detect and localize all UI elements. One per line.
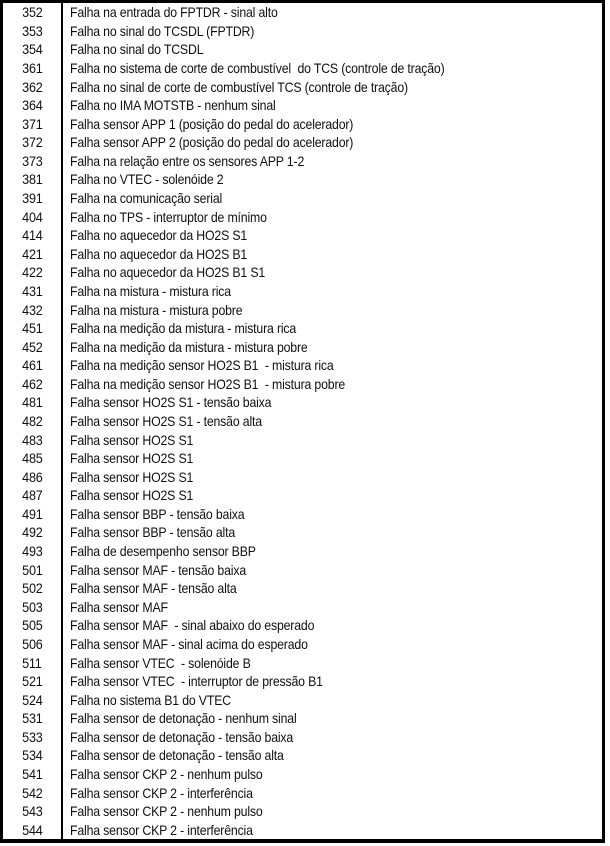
desc-cell bbox=[63, 319, 602, 338]
code-value: 506 bbox=[21, 635, 43, 652]
code-cell bbox=[3, 59, 63, 78]
table-row bbox=[3, 635, 602, 654]
code-cell bbox=[3, 467, 63, 486]
code-cell bbox=[3, 170, 63, 189]
code-cell bbox=[3, 542, 63, 561]
code-cell bbox=[3, 486, 63, 505]
desc-cell bbox=[63, 765, 602, 784]
code-value: 502 bbox=[21, 580, 43, 597]
code-cell bbox=[3, 77, 63, 96]
table-row bbox=[3, 523, 602, 542]
code-value: 487 bbox=[21, 487, 43, 504]
code-value: 353 bbox=[21, 22, 43, 39]
code-value: 542 bbox=[21, 784, 43, 801]
table-row bbox=[3, 393, 602, 412]
desc-cell bbox=[63, 114, 602, 133]
desc-cell bbox=[63, 59, 602, 78]
description-value: Falha sensor APP 1 (posição do pedal do acelerador) bbox=[70, 115, 354, 132]
table-row bbox=[3, 282, 602, 301]
table-row bbox=[3, 245, 602, 264]
code-value: 421 bbox=[21, 245, 43, 262]
description-value: Falha na medição da mistura - mistura rica bbox=[70, 320, 297, 337]
table-row bbox=[3, 59, 602, 78]
table-row bbox=[3, 319, 602, 338]
code-cell bbox=[3, 765, 63, 784]
code-value: 534 bbox=[21, 747, 43, 764]
table-row bbox=[3, 486, 602, 505]
code-cell bbox=[3, 653, 63, 672]
desc-cell bbox=[63, 635, 602, 654]
code-value: 404 bbox=[21, 208, 43, 225]
code-cell bbox=[3, 690, 63, 709]
table-row bbox=[3, 560, 602, 579]
code-value: 373 bbox=[21, 152, 43, 169]
table-row bbox=[3, 133, 602, 152]
desc-cell bbox=[63, 672, 602, 691]
code-value: 503 bbox=[21, 598, 43, 615]
code-cell bbox=[3, 412, 63, 431]
description-value: Falha sensor HO2S S1 bbox=[70, 487, 194, 504]
description-value: Falha na entrada do FPTDR - sinal alto bbox=[70, 4, 278, 21]
code-value: 352 bbox=[21, 4, 43, 21]
desc-cell bbox=[63, 77, 602, 96]
code-cell bbox=[3, 114, 63, 133]
code-cell bbox=[3, 430, 63, 449]
description-value: Falha sensor HO2S S1 - tensão baixa bbox=[70, 394, 272, 411]
description-value: Falha sensor CKP 2 - nenhum pulso bbox=[70, 765, 263, 782]
desc-cell bbox=[63, 560, 602, 579]
description-value: Falha no sinal do TCSDL (FPTDR) bbox=[70, 22, 255, 39]
code-value: 422 bbox=[21, 264, 43, 281]
table-row bbox=[3, 598, 602, 617]
table-row bbox=[3, 467, 602, 486]
code-value: 483 bbox=[21, 431, 43, 448]
code-value: 371 bbox=[21, 115, 43, 132]
code-cell bbox=[3, 207, 63, 226]
description-value: Falha sensor HO2S S1 bbox=[70, 431, 194, 448]
desc-cell bbox=[63, 542, 602, 561]
description-value: Falha na medição sensor HO2S B1 - mistura rica bbox=[70, 357, 334, 374]
desc-cell bbox=[63, 653, 602, 672]
code-cell bbox=[3, 226, 63, 245]
table-row bbox=[3, 653, 602, 672]
description-value: Falha no sistema de corte de combustível do TCS (controle de tração) bbox=[70, 60, 445, 77]
code-value: 485 bbox=[21, 450, 43, 467]
code-cell bbox=[3, 96, 63, 115]
code-cell bbox=[3, 709, 63, 728]
desc-cell bbox=[63, 449, 602, 468]
code-value: 524 bbox=[21, 691, 43, 708]
code-value: 452 bbox=[21, 338, 43, 355]
description-value: Falha no IMA MOTSTB - nenhum sinal bbox=[70, 97, 276, 114]
description-value: Falha sensor CKP 2 - interferência bbox=[70, 784, 253, 801]
desc-cell bbox=[63, 709, 602, 728]
code-cell bbox=[3, 3, 63, 22]
desc-cell bbox=[63, 523, 602, 542]
table-row bbox=[3, 690, 602, 709]
desc-cell bbox=[63, 22, 602, 41]
description-value: Falha de desempenho sensor BBP bbox=[70, 543, 256, 560]
desc-cell bbox=[63, 393, 602, 412]
table-row bbox=[3, 207, 602, 226]
code-cell bbox=[3, 635, 63, 654]
desc-cell bbox=[63, 690, 602, 709]
code-value: 481 bbox=[21, 394, 43, 411]
table-row bbox=[3, 728, 602, 747]
code-value: 492 bbox=[21, 524, 43, 541]
description-value: Falha sensor MAF - sinal acima do esperado bbox=[70, 635, 308, 652]
code-cell bbox=[3, 282, 63, 301]
code-cell bbox=[3, 616, 63, 635]
code-value: 533 bbox=[21, 728, 43, 745]
description-value: Falha na medição sensor HO2S B1 - mistura pobre bbox=[70, 375, 346, 392]
desc-cell bbox=[63, 300, 602, 319]
code-value: 372 bbox=[21, 134, 43, 151]
table-row bbox=[3, 802, 602, 821]
code-value: 501 bbox=[21, 561, 43, 578]
code-value: 543 bbox=[21, 803, 43, 820]
desc-cell bbox=[63, 152, 602, 171]
table-row bbox=[3, 765, 602, 784]
desc-cell bbox=[63, 467, 602, 486]
table-row bbox=[3, 375, 602, 394]
desc-cell bbox=[63, 40, 602, 59]
description-value: Falha no aquecedor da HO2S B1 S1 bbox=[70, 264, 266, 281]
desc-cell bbox=[63, 133, 602, 152]
code-value: 461 bbox=[21, 357, 43, 374]
code-cell bbox=[3, 598, 63, 617]
code-value: 521 bbox=[21, 673, 43, 690]
code-cell bbox=[3, 22, 63, 41]
code-cell bbox=[3, 245, 63, 264]
fault-code-table-body bbox=[3, 3, 602, 839]
code-cell bbox=[3, 133, 63, 152]
description-value: Falha sensor VTEC - solenóide B bbox=[70, 654, 251, 671]
table-row bbox=[3, 226, 602, 245]
table-row bbox=[3, 114, 602, 133]
table-row bbox=[3, 820, 602, 839]
table-row bbox=[3, 3, 602, 22]
desc-cell bbox=[63, 356, 602, 375]
desc-cell bbox=[63, 207, 602, 226]
description-value: Falha na mistura - mistura pobre bbox=[70, 301, 243, 318]
desc-cell bbox=[63, 189, 602, 208]
code-value: 431 bbox=[21, 282, 43, 299]
desc-cell bbox=[63, 802, 602, 821]
table-row bbox=[3, 337, 602, 356]
code-cell bbox=[3, 560, 63, 579]
code-value: 511 bbox=[22, 654, 42, 671]
table-row bbox=[3, 77, 602, 96]
desc-cell bbox=[63, 486, 602, 505]
code-value: 381 bbox=[21, 171, 43, 188]
description-value: Falha no TPS - interruptor de mínimo bbox=[70, 208, 267, 225]
desc-cell bbox=[63, 616, 602, 635]
desc-cell bbox=[63, 783, 602, 802]
description-value: Falha no aquecedor da HO2S B1 bbox=[70, 245, 248, 262]
code-value: 364 bbox=[21, 97, 43, 114]
table-row bbox=[3, 40, 602, 59]
code-cell bbox=[3, 746, 63, 765]
code-cell bbox=[3, 393, 63, 412]
code-cell bbox=[3, 337, 63, 356]
code-cell bbox=[3, 728, 63, 747]
desc-cell bbox=[63, 598, 602, 617]
code-value: 544 bbox=[21, 821, 43, 838]
desc-cell bbox=[63, 375, 602, 394]
code-value: 451 bbox=[21, 320, 43, 337]
desc-cell bbox=[63, 245, 602, 264]
table-row bbox=[3, 170, 602, 189]
table-row bbox=[3, 616, 602, 635]
code-value: 486 bbox=[21, 468, 43, 485]
table-row bbox=[3, 746, 602, 765]
desc-cell bbox=[63, 226, 602, 245]
description-value: Falha sensor MAF - sinal abaixo do esperado bbox=[70, 617, 315, 634]
desc-cell bbox=[63, 96, 602, 115]
code-cell bbox=[3, 783, 63, 802]
code-cell bbox=[3, 263, 63, 282]
code-cell bbox=[3, 356, 63, 375]
desc-cell bbox=[63, 337, 602, 356]
code-cell bbox=[3, 505, 63, 524]
description-value: Falha no aquecedor da HO2S S1 bbox=[70, 227, 248, 244]
description-value: Falha sensor MAF - tensão baixa bbox=[70, 561, 247, 578]
code-cell bbox=[3, 523, 63, 542]
table-row bbox=[3, 449, 602, 468]
table-row bbox=[3, 22, 602, 41]
code-cell bbox=[3, 300, 63, 319]
table-row bbox=[3, 709, 602, 728]
desc-cell bbox=[63, 263, 602, 282]
code-cell bbox=[3, 189, 63, 208]
description-value: Falha sensor VTEC - interruptor de pressão B1 bbox=[70, 673, 323, 690]
description-value: Falha sensor HO2S S1 bbox=[70, 468, 194, 485]
table-row bbox=[3, 412, 602, 431]
table-row bbox=[3, 505, 602, 524]
desc-cell bbox=[63, 579, 602, 598]
description-value: Falha sensor MAF - tensão alta bbox=[70, 580, 237, 597]
table-row bbox=[3, 263, 602, 282]
table-row bbox=[3, 430, 602, 449]
desc-cell bbox=[63, 3, 602, 22]
code-value: 362 bbox=[21, 78, 43, 95]
table-row bbox=[3, 542, 602, 561]
desc-cell bbox=[63, 430, 602, 449]
code-value: 505 bbox=[21, 617, 43, 634]
description-value: Falha sensor CKP 2 - interferência bbox=[70, 821, 253, 838]
table-row bbox=[3, 672, 602, 691]
description-value: Falha sensor APP 2 (posição do pedal do acelerador) bbox=[70, 134, 354, 151]
table-row bbox=[3, 152, 602, 171]
description-value: Falha sensor MAF bbox=[70, 598, 168, 615]
description-value: Falha no sinal do TCSDL bbox=[70, 41, 204, 58]
code-value: 491 bbox=[21, 505, 43, 522]
code-value: 482 bbox=[21, 413, 43, 429]
code-value: 531 bbox=[21, 710, 43, 727]
desc-cell bbox=[63, 282, 602, 301]
code-cell bbox=[3, 672, 63, 691]
desc-cell bbox=[63, 505, 602, 524]
table-row bbox=[3, 579, 602, 598]
table-row bbox=[3, 300, 602, 319]
description-value: Falha na mistura - mistura rica bbox=[70, 282, 231, 299]
description-value: Falha sensor CKP 2 - nenhum pulso bbox=[70, 803, 263, 820]
desc-cell bbox=[63, 170, 602, 189]
desc-cell bbox=[63, 728, 602, 747]
description-value: Falha na relação entre os sensores APP 1-2 bbox=[70, 152, 305, 169]
table-row bbox=[3, 189, 602, 208]
description-value: Falha na comunicação serial bbox=[70, 190, 223, 207]
desc-cell bbox=[63, 412, 602, 431]
table-row bbox=[3, 356, 602, 375]
description-value: Falha sensor HO2S S1 - tensão alta bbox=[70, 413, 262, 429]
table-row bbox=[3, 96, 602, 115]
code-cell bbox=[3, 802, 63, 821]
code-cell bbox=[3, 579, 63, 598]
description-value: Falha no sistema B1 do VTEC bbox=[70, 691, 231, 708]
description-value: Falha sensor de detonação - tensão baixa bbox=[70, 728, 294, 745]
code-value: 493 bbox=[21, 543, 43, 560]
description-value: Falha no VTEC - solenóide 2 bbox=[70, 171, 224, 188]
description-value: Falha sensor HO2S S1 bbox=[70, 450, 194, 467]
desc-cell bbox=[63, 820, 602, 839]
code-cell bbox=[3, 319, 63, 338]
description-value: Falha sensor BBP - tensão baixa bbox=[70, 505, 245, 522]
code-cell bbox=[3, 152, 63, 171]
desc-cell bbox=[63, 746, 602, 765]
description-value: Falha no sinal de corte de combustível TCS (controle de tração) bbox=[70, 78, 408, 95]
description-value: Falha na medição da mistura - mistura pobre bbox=[70, 338, 308, 355]
code-cell bbox=[3, 375, 63, 394]
code-value: 391 bbox=[21, 190, 43, 207]
code-value: 432 bbox=[21, 301, 43, 318]
code-value: 541 bbox=[21, 765, 43, 782]
description-value: Falha sensor de detonação - tensão alta bbox=[70, 747, 284, 764]
code-cell bbox=[3, 449, 63, 468]
table-row bbox=[3, 783, 602, 802]
code-value: 462 bbox=[21, 375, 43, 392]
code-value: 414 bbox=[21, 227, 43, 244]
code-cell bbox=[3, 40, 63, 59]
code-value: 354 bbox=[21, 41, 43, 58]
description-value: Falha sensor de detonação - nenhum sinal bbox=[70, 710, 297, 727]
code-value: 361 bbox=[21, 60, 43, 77]
code-cell bbox=[3, 820, 63, 839]
description-value: Falha sensor BBP - tensão alta bbox=[70, 524, 236, 541]
